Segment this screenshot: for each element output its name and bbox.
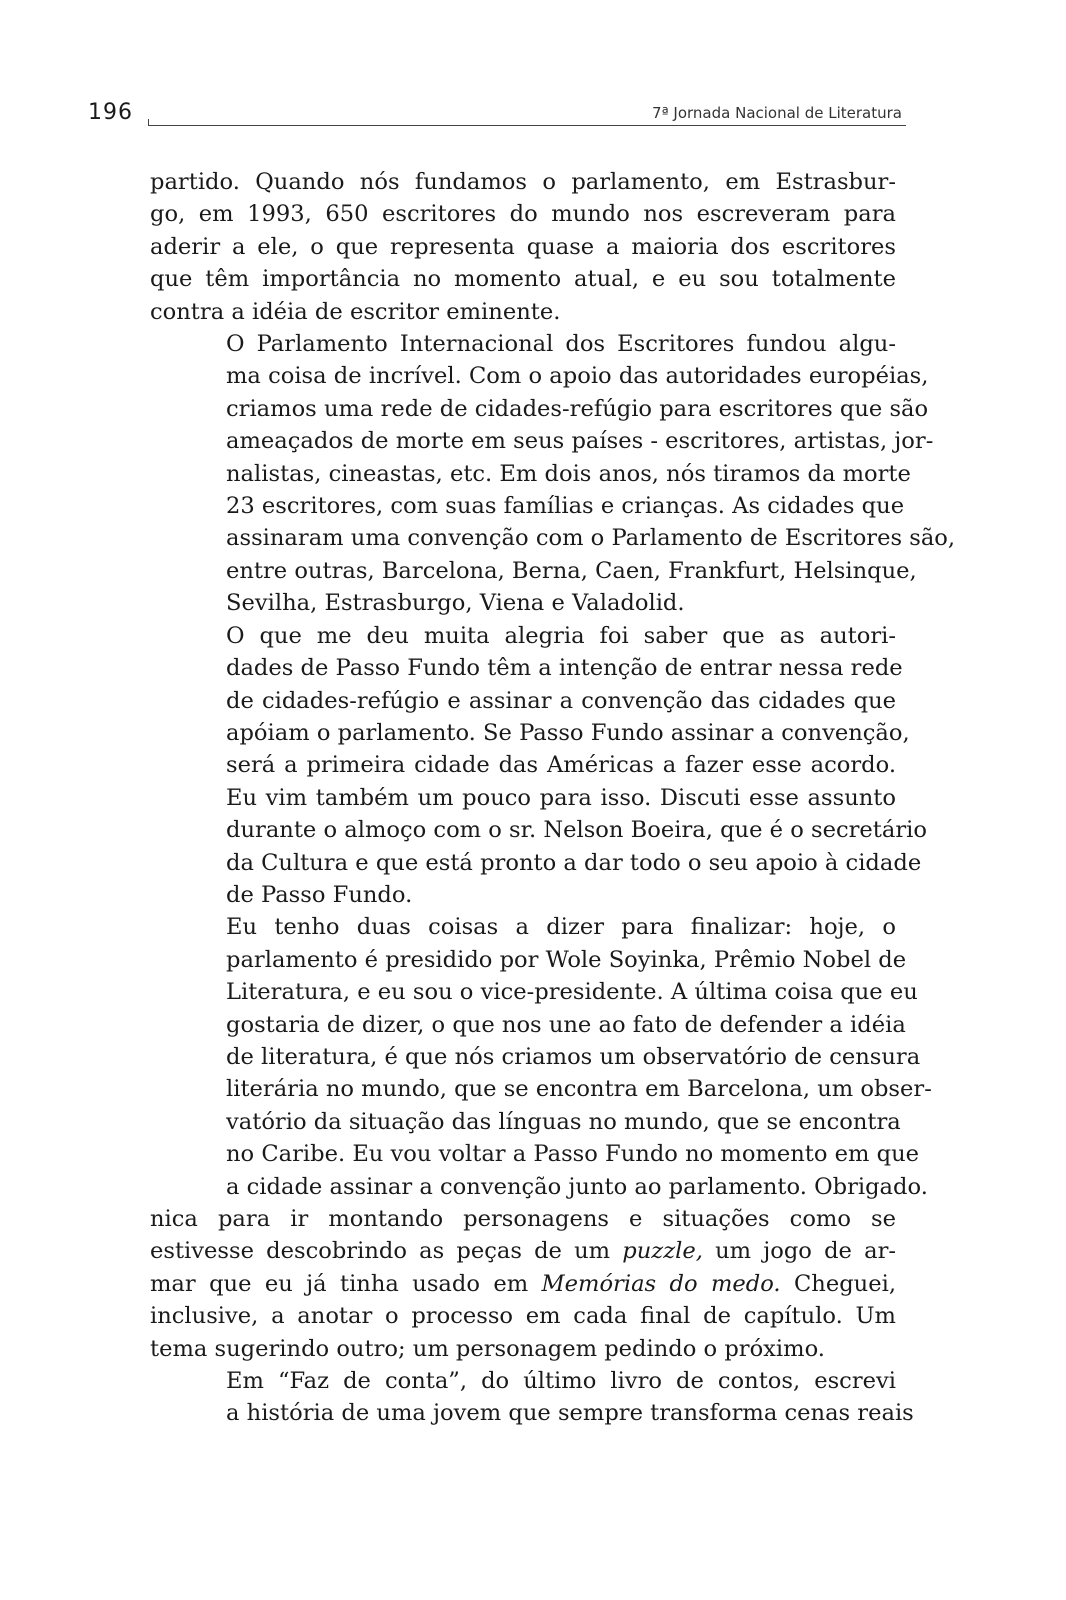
text-line: go, em 1993, 650 escritores do mundo nos escreveram para (150, 201, 896, 228)
text-line: literária no mundo, que se encontra em Barcelona, um obser- (226, 1076, 932, 1103)
paragraph (150, 166, 896, 328)
text-line: contra a idéia de escritor eminente. (150, 298, 561, 325)
text-line: 23 escritores, com suas famílias e crianças. As cidades que (226, 493, 905, 520)
text-line: O que me deu muita alegria foi saber que as autori- (226, 622, 896, 649)
text-line: durante o almoço com o sr. Nelson Boeira, que é o secretário (226, 817, 927, 844)
text-line: inclusive, a anotar o processo em cada final de capítulo. Um (150, 1303, 896, 1330)
header-rule (148, 125, 906, 126)
text-line: a história de uma jovem que sempre transforma cenas reais (226, 1400, 914, 1427)
text-line: Eu tenho duas coisas a dizer para finalizar: hoje, o (226, 914, 896, 941)
text-line: nalistas, cineastas, etc. Em dois anos, nós tiramos da morte (226, 460, 911, 487)
italic-title: Memórias do medo. (541, 1270, 781, 1297)
text-line: de literatura, é que nós criamos um observatório de censura (226, 1043, 921, 1070)
running-title: 7ª Jornada Nacional de Literatura (652, 104, 902, 122)
text-line: estivesse descobrindo as peças de um puzzle, um jogo de ar- (150, 1238, 897, 1265)
text-line: será a primeira cidade das Américas a fazer esse acordo. (226, 752, 896, 779)
text-line: Sevilha, Estrasburgo, Viena e Valadolid. (226, 590, 685, 617)
text-line: criamos uma rede de cidades-refúgio para escritores que são (226, 395, 929, 422)
paragraph (150, 328, 956, 620)
text-line: de cidades-refúgio e assinar a convenção das cidades que (226, 687, 896, 714)
text-line: que têm importância no momento atual, e eu sou totalmente (150, 266, 896, 293)
text-line: no Caribe. Eu vou voltar a Passo Fundo no momento em que (226, 1141, 920, 1168)
text-line: mar que eu já tinha usado em Memórias do medo. Cheguei, (150, 1270, 897, 1297)
text-line: de Passo Fundo. (226, 881, 413, 908)
text-line: entre outras, Barcelona, Berna, Caen, Frankfurt, Helsinque, (226, 557, 917, 584)
text-line: Eu vim também um pouco para isso. Discuti esse assunto (226, 784, 896, 811)
text-line: dades de Passo Fundo têm a intenção de entrar nessa rede (226, 655, 903, 682)
text-line: nica para ir montando personagens e situações como se (150, 1206, 896, 1232)
text-line: gostaria de dizer, o que nos une ao fato de defender a idéia (226, 1011, 906, 1038)
text-line: aderir a ele, o que representa quase a maioria dos escritores (150, 233, 896, 260)
paragraph (150, 911, 932, 1203)
text-line: Literatura, e eu sou o vice-presidente. A última coisa que eu (226, 979, 918, 1006)
page-number: 196 (88, 100, 133, 125)
page-header (88, 98, 906, 128)
text-line: ma coisa de incrível. Com o apoio das autoridades européias, (226, 363, 929, 390)
text-line: assinaram uma convenção com o Parlamento de Escritores são, (226, 525, 956, 552)
text-line: partido. Quando nós fundamos o parlamento, em Estrasbur- (150, 169, 896, 195)
italic-title: puzzle, (622, 1238, 703, 1265)
text-line: ameaçados de morte em seus países - escritores, artistas, jor- (226, 428, 934, 455)
text-line: parlamento é presidido por Wole Soyinka, Prêmio Nobel de (226, 946, 907, 973)
text-line: da Cultura e que está pronto a dar todo o seu apoio à cidade (226, 849, 922, 876)
text-line: Em “Faz de conta”, do último livro de contos, escrevi (226, 1368, 896, 1395)
paragraph (150, 620, 927, 912)
text-line: a cidade assinar a convenção junto ao parlamento. Obrigado. (226, 1173, 928, 1200)
text-line: vatório da situação das línguas no mundo, que se encontra (226, 1108, 901, 1135)
text-line: O Parlamento Internacional dos Escritores fundou algu- (226, 331, 896, 358)
paragraph (150, 1365, 914, 1430)
paragraph (150, 1203, 896, 1365)
text-line: tema sugerindo outro; um personagem pedindo o próximo. (150, 1335, 825, 1362)
body-text (150, 166, 956, 1430)
text-line: apóiam o parlamento. Se Passo Fundo assinar a convenção, (226, 719, 910, 746)
